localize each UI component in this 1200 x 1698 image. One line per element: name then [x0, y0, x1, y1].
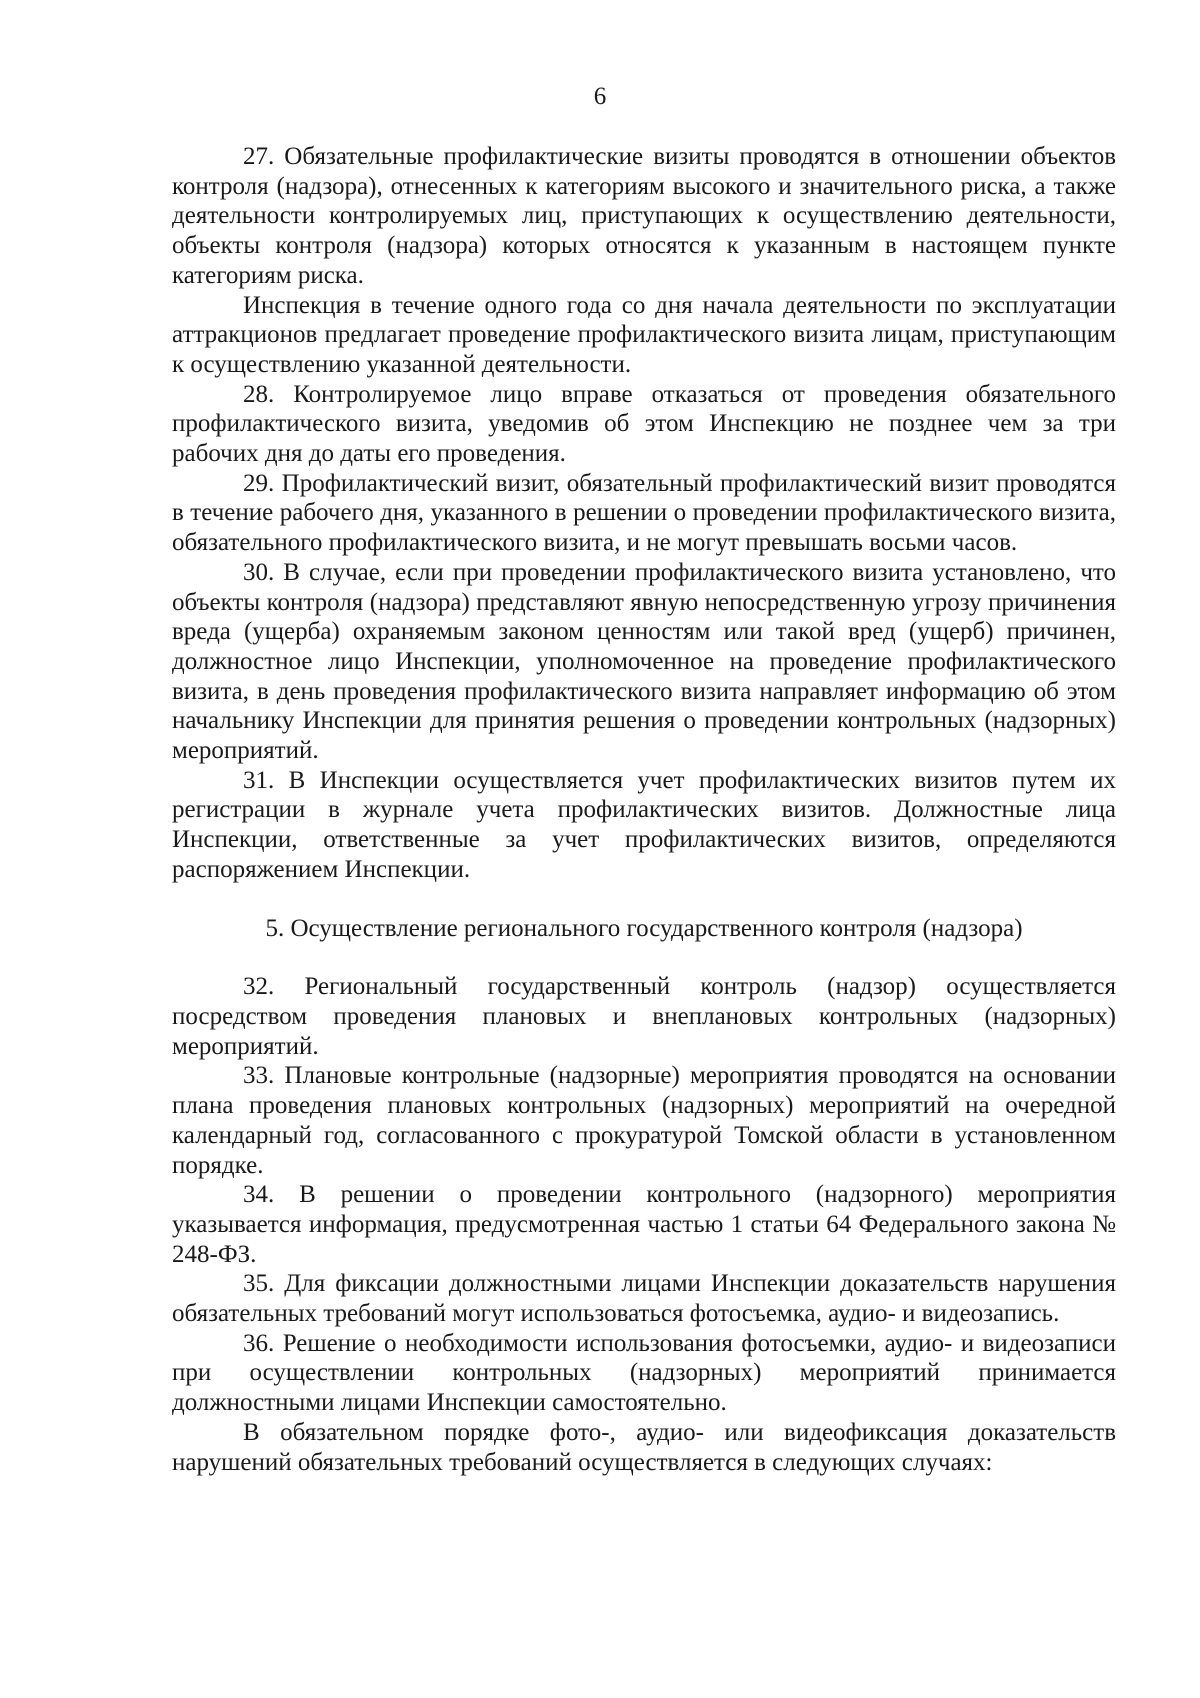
paragraph-27: 27. Обязательные профилактические визиты проводятся в отношении объектов контроля (надзора), отнесенных к категориям высокого и значительного риска, а также деятельности контролируемых лиц, приступающих к осуществлению деятельности, объекты контроля (надзора) которых относятся к указанным в настоящем пункте категориям риска. — [172, 143, 1116, 289]
paragraph-27-inspection: Инспекция в течение одного года со дня начала деятельности по эксплуатации аттракционов предлагает проведение профилактического визита лицам, приступающим к осуществлению указанной деятельности. — [172, 291, 1116, 378]
paragraph-30: 30. В случае, если при проведении профилактического визита установлено, что объекты контроля (надзора) представляют явную непосредственную угрозу причинения вреда (ущерба) охраняемым законом ценностям или такой вред (ущерб) причинен, должностное лицо Инспекции, уполномоченное на проведение профилактического визита, в день проведения профилактического визита направляет информацию об этом начальнику Инспекции для принятия решения о проведении контрольных (надзорных) мероприятий. — [172, 558, 1116, 765]
document-body — [172, 142, 1116, 1477]
paragraph-28: 28. Контролируемое лицо вправе отказаться от проведения обязательного профилактического визита, уведомив об этом Инспекцию не позднее чем за три рабочих дня до даты его проведения. — [172, 380, 1116, 468]
paragraph-36: 36. Решение о необходимости использования фотосъемки, аудио- и видеозаписи при осуществлении контрольных (надзорных) мероприятий принимается должностными лицами Инспекции самостоятельно. — [172, 1329, 1116, 1417]
paragraph-35: 35. Для фиксации должностными лицами Инспекции доказательств нарушения обязательных требований могут использоваться фотосъемка, аудио- и видеозапись. — [172, 1270, 1116, 1328]
paragraph-29: 29. Профилактический визит, обязательный профилактический визит проводятся в течение рабочего дня, указанного в решении о проведении профилактического визита, обязательного профилактического визита, и не могут превышать восьми часов. — [172, 469, 1116, 557]
paragraph-33: 33. Плановые контрольные (надзорные) мероприятия проводятся на основании плана проведения плановых контрольных (надзорных) мероприятий на очередной календарный год, согласованного с прокуратурой Томской области в установленном порядке. — [172, 1062, 1116, 1179]
paragraph-31: 31. В Инспекции осуществляется учет профилактических визитов путем их регистрации в журнале учета профилактических визитов. Должностные лица Инспекции, ответственные за учет профилактических визитов, определяются распоряжением Инспекции. — [172, 766, 1116, 883]
paragraph-32: 32. Региональный государственный контроль (надзор) осуществляется посредством проведения плановых и внеплановых контрольных (надзорных) мероприятий. — [172, 973, 1116, 1060]
paragraph-34: 34. В решении о проведении контрольного (надзорного) мероприятия указывается информация, предусмотренная частью 1 статьи 64 Федерального закона № 248-ФЗ. — [172, 1181, 1116, 1268]
page-number: 6 — [593, 83, 607, 110]
paragraph-36-mandatory: В обязательном порядке фото-, аудио- или видеофиксация доказательств нарушений обязательных требований осуществляется в следующих случаях: — [172, 1418, 1116, 1476]
section-heading: 5. Осуществление регионального государственного контроля (надзора) — [265, 914, 1023, 942]
